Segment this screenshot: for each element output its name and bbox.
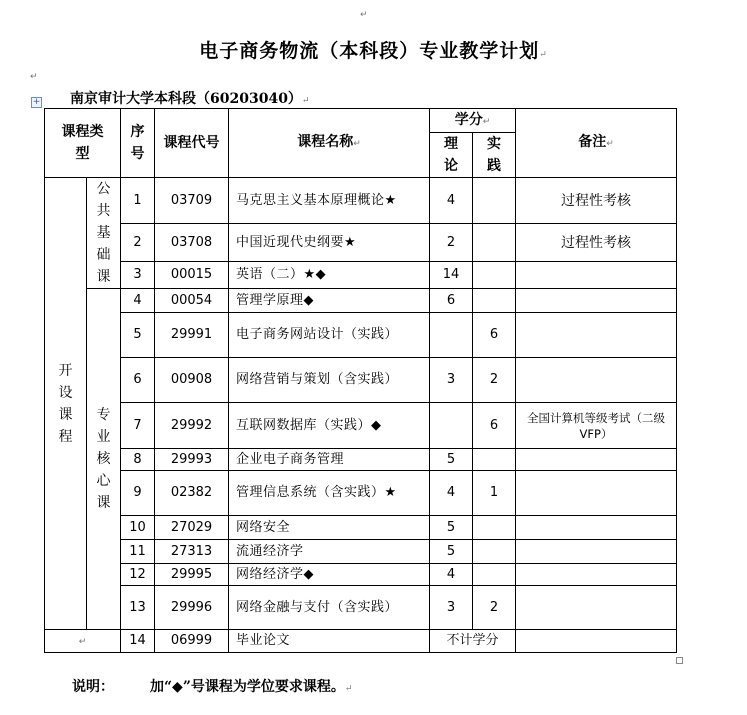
table-row bbox=[45, 516, 677, 540]
code-cell: 00908 bbox=[155, 358, 229, 403]
theory-cell: 2 bbox=[430, 224, 473, 262]
code-cell: 27313 bbox=[155, 540, 229, 564]
seq-cell: 7 bbox=[121, 403, 155, 449]
theory-cell: 3 bbox=[430, 358, 473, 403]
seq-cell: 5 bbox=[121, 313, 155, 358]
code-cell: 06999 bbox=[155, 630, 229, 653]
seq-cell: 11 bbox=[121, 540, 155, 564]
table-row bbox=[45, 289, 677, 313]
theory-cell: 4 bbox=[430, 471, 473, 516]
group-core: 专业核心课 bbox=[87, 289, 121, 630]
group-public: 公共基础课 bbox=[87, 178, 121, 289]
seq-cell: 3 bbox=[121, 262, 155, 289]
remark-cell bbox=[516, 449, 677, 471]
code-cell: 03708 bbox=[155, 224, 229, 262]
name-cell: 网络安全 bbox=[229, 516, 430, 540]
remark-cell bbox=[516, 564, 677, 586]
practice-cell bbox=[473, 289, 516, 313]
header-practice: 实践 bbox=[473, 133, 516, 178]
seq-cell: 2 bbox=[121, 224, 155, 262]
name-cell: 网络营销与策划（含实践） bbox=[229, 358, 430, 403]
table-row bbox=[45, 564, 677, 586]
seq-cell: 10 bbox=[121, 516, 155, 540]
code-cell: 03709 bbox=[155, 178, 229, 224]
practice-cell bbox=[473, 262, 516, 289]
theory-cell bbox=[430, 313, 473, 358]
seq-cell: 9 bbox=[121, 471, 155, 516]
practice-cell bbox=[473, 178, 516, 224]
remark-cell bbox=[516, 313, 677, 358]
seq-cell: 1 bbox=[121, 178, 155, 224]
remark-cell bbox=[516, 471, 677, 516]
table-row bbox=[45, 471, 677, 516]
practice-cell: 6 bbox=[473, 313, 516, 358]
theory-cell bbox=[430, 403, 473, 449]
name-cell: 管理信息系统（含实践）★ bbox=[229, 471, 430, 516]
theory-cell: 3 bbox=[430, 586, 473, 630]
footnote-text: 加“◆”号课程为学位要求课程。 bbox=[150, 679, 345, 695]
remark-cell bbox=[516, 262, 677, 289]
practice-cell bbox=[473, 540, 516, 564]
table-row bbox=[45, 358, 677, 403]
footnote-label: 说明： bbox=[72, 679, 114, 695]
code-cell: 29996 bbox=[155, 586, 229, 630]
name-cell: 网络经济学◆ bbox=[229, 564, 430, 586]
code-cell: 29992 bbox=[155, 403, 229, 449]
table-row bbox=[45, 313, 677, 358]
table-row bbox=[45, 403, 677, 449]
table-row bbox=[45, 262, 677, 289]
name-cell: 流通经济学 bbox=[229, 540, 430, 564]
paragraph-mark: ↵ bbox=[30, 72, 38, 82]
practice-cell bbox=[473, 564, 516, 586]
header-seq: 序号 bbox=[121, 109, 155, 178]
theory-cell: 4 bbox=[430, 564, 473, 586]
code-cell: 02382 bbox=[155, 471, 229, 516]
code-cell: 27029 bbox=[155, 516, 229, 540]
theory-cell: 5 bbox=[430, 540, 473, 564]
header-code: 课程代号 bbox=[155, 109, 229, 178]
name-cell: 企业电子商务管理 bbox=[229, 449, 430, 471]
table-row bbox=[45, 449, 677, 471]
practice-cell: 2 bbox=[473, 358, 516, 403]
header-credit: 学分↵ bbox=[430, 109, 516, 133]
paragraph-mark: ↵ bbox=[360, 10, 368, 20]
name-cell: 网络金融与支付（含实践） bbox=[229, 586, 430, 630]
remark-cell: 全国计算机等级考试（二级VFP） bbox=[516, 403, 677, 449]
document-title: 电子商务物流（本科段）专业教学计划↵ bbox=[199, 40, 548, 62]
code-cell: 29991 bbox=[155, 313, 229, 358]
table-move-handle-icon[interactable]: + bbox=[32, 97, 41, 107]
theory-cell: 5 bbox=[430, 516, 473, 540]
table-resize-handle-icon[interactable] bbox=[676, 657, 683, 664]
remark-cell bbox=[516, 358, 677, 403]
code-cell: 29993 bbox=[155, 449, 229, 471]
seq-cell: 13 bbox=[121, 586, 155, 630]
theory-cell: 4 bbox=[430, 178, 473, 224]
header-name: 课程名称↵ bbox=[229, 109, 430, 178]
empty-category-cell: ↵ bbox=[45, 630, 121, 653]
theory-cell: 5 bbox=[430, 449, 473, 471]
name-cell: 马克思主义基本原理概论★ bbox=[229, 178, 430, 224]
practice-cell: 6 bbox=[473, 403, 516, 449]
remark-cell: 过程性考核 bbox=[516, 224, 677, 262]
practice-cell bbox=[473, 224, 516, 262]
curriculum-table bbox=[44, 108, 677, 653]
seq-cell: 8 bbox=[121, 449, 155, 471]
theory-cell: 6 bbox=[430, 289, 473, 313]
remark-cell bbox=[516, 586, 677, 630]
remark-cell bbox=[516, 630, 677, 653]
table-row bbox=[45, 178, 677, 224]
theory-cell: 14 bbox=[430, 262, 473, 289]
table-row bbox=[45, 586, 677, 630]
header-category: 课程类型 bbox=[45, 109, 121, 178]
practice-cell: 2 bbox=[473, 586, 516, 630]
name-cell: 电子商务网站设计（实践） bbox=[229, 313, 430, 358]
credit-cell: 不计学分 bbox=[430, 630, 516, 653]
header-row bbox=[45, 109, 677, 133]
seq-cell: 12 bbox=[121, 564, 155, 586]
footnote: 说明： 加“◆”号课程为学位要求课程。↵ bbox=[72, 679, 353, 695]
table-row bbox=[45, 630, 677, 653]
header-remark: 备注↵ bbox=[516, 109, 677, 178]
subtitle: 南京审计大学本科段（60203040）↵ bbox=[70, 91, 310, 107]
name-cell: 毕业论文 bbox=[229, 630, 430, 653]
seq-cell: 4 bbox=[121, 289, 155, 313]
table-row bbox=[45, 224, 677, 262]
seq-cell: 6 bbox=[121, 358, 155, 403]
seq-cell: 14 bbox=[121, 630, 155, 653]
practice-cell bbox=[473, 449, 516, 471]
remark-cell bbox=[516, 516, 677, 540]
table-row bbox=[45, 540, 677, 564]
name-cell: 管理学原理◆ bbox=[229, 289, 430, 313]
header-theory: 理论 bbox=[430, 133, 473, 178]
remark-cell bbox=[516, 289, 677, 313]
practice-cell bbox=[473, 516, 516, 540]
code-cell: 29995 bbox=[155, 564, 229, 586]
practice-cell: 1 bbox=[473, 471, 516, 516]
code-cell: 00015 bbox=[155, 262, 229, 289]
remark-cell bbox=[516, 540, 677, 564]
name-cell: 英语（二）★◆ bbox=[229, 262, 430, 289]
code-cell: 00054 bbox=[155, 289, 229, 313]
name-cell: 互联网数据库（实践）◆ bbox=[229, 403, 430, 449]
name-cell: 中国近现代史纲要★ bbox=[229, 224, 430, 262]
group-open: 开设课程 bbox=[45, 178, 87, 630]
remark-cell: 过程性考核 bbox=[516, 178, 677, 224]
